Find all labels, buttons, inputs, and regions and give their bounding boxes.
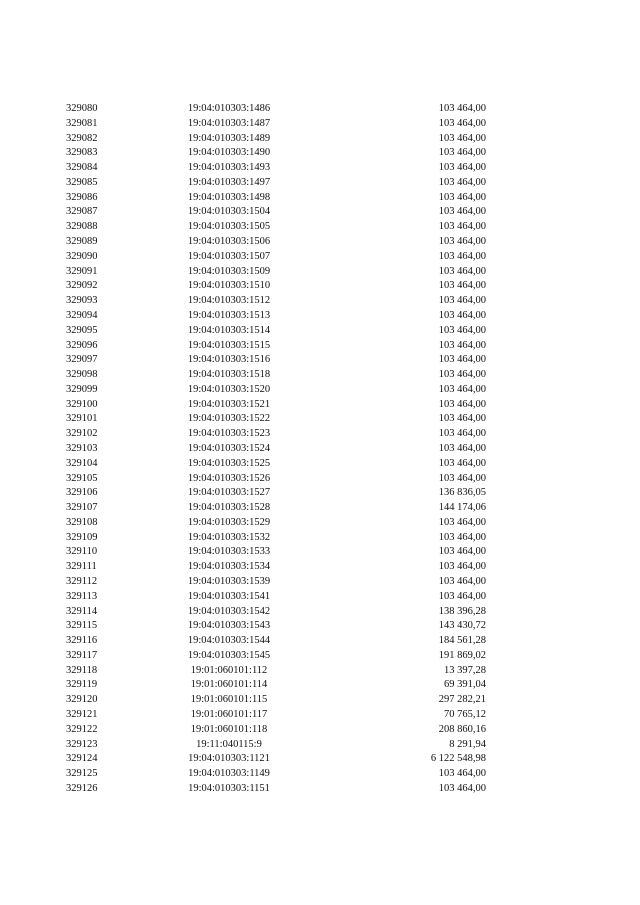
cadastral-number-cell: 19:04:010303:1151: [188, 782, 270, 794]
row-id-cell: 329125: [66, 768, 98, 780]
value-cell: 103 464,00: [438, 309, 486, 321]
row-id-cell: 329094: [66, 309, 98, 321]
table-row: [66, 678, 486, 693]
cadastral-number-cell: 19:04:010303:1545: [187, 649, 271, 661]
table-row: [66, 442, 486, 457]
cadastral-number-cell: 19:04:010303:1490: [187, 147, 271, 159]
value-cell: 69 391,04: [444, 679, 486, 691]
cadastral-number-cell: 19:01:060101:114: [190, 679, 268, 691]
row-id-cell: 329097: [66, 354, 98, 366]
cadastral-number-cell: 19:04:010303:1544: [187, 635, 271, 647]
cadastral-number-cell: 19:04:010303:1498: [187, 191, 271, 203]
value-cell: 103 464,00: [438, 295, 486, 307]
cadastral-number-cell: 19:04:010303:1543: [187, 620, 271, 632]
table-row: [66, 117, 486, 132]
cadastral-number-cell: 19:04:010303:1529: [187, 516, 271, 528]
cadastral-number-cell: 19:04:010303:1539: [187, 576, 271, 587]
row-id-cell: 329091: [66, 265, 98, 277]
cadastral-number-cell: 19:01:060101:118: [190, 723, 268, 735]
row-id-cell: 329096: [66, 339, 98, 351]
row-id-cell: 329110: [66, 546, 98, 558]
row-id-cell: 329098: [66, 369, 98, 381]
value-cell: 191 869,02: [438, 649, 486, 661]
value-cell: 103 464,00: [438, 576, 486, 587]
value-cell: 103 464,00: [438, 103, 486, 114]
value-cell: 103 464,00: [438, 250, 486, 262]
table-row: [66, 235, 486, 250]
value-cell: 6 122 548,98: [430, 753, 486, 765]
value-cell: 103 464,00: [438, 413, 486, 425]
cadastral-number-cell: 19:04:010303:1486: [187, 103, 271, 114]
table-row: [66, 353, 486, 368]
cadastral-number-cell: 19:04:010303:1528: [187, 502, 271, 514]
table-row: [66, 324, 486, 339]
table-row: [66, 132, 486, 147]
row-id-cell: 329122: [66, 723, 98, 735]
value-cell: 136 836,05: [438, 487, 486, 499]
cadastral-number-cell: 19:04:010303:1497: [187, 176, 271, 188]
row-id-cell: 329093: [66, 295, 98, 307]
row-id-cell: 329114: [66, 605, 98, 617]
value-cell: 103 464,00: [438, 768, 486, 780]
value-cell: 103 464,00: [438, 206, 486, 218]
table-row: [66, 294, 486, 309]
cadastral-number-cell: 19:04:010303:1121: [188, 753, 270, 765]
value-cell: 103 464,00: [438, 546, 486, 558]
row-id-cell: 329095: [66, 324, 98, 336]
table-row: [66, 693, 486, 708]
value-cell: 103 464,00: [438, 383, 486, 395]
value-cell: 103 464,00: [438, 369, 486, 381]
cadastral-number-cell: 19:04:010303:1515: [187, 339, 271, 351]
row-id-cell: 329103: [66, 442, 98, 454]
value-cell: 70 765,12: [444, 709, 486, 721]
table-row: [66, 738, 486, 753]
table-row: [66, 176, 486, 191]
cadastral-number-cell: 19:04:010303:1507: [187, 250, 271, 262]
cadastral-number-cell: 19:04:010303:1542: [187, 605, 271, 617]
row-id-cell: 329109: [66, 531, 98, 543]
value-cell: 297 282,21: [438, 694, 486, 706]
cadastral-number-cell: 19:04:010303:1505: [187, 221, 271, 233]
row-id-cell: 329116: [66, 635, 98, 647]
row-id-cell: 329113: [66, 590, 98, 602]
value-cell: 208 860,16: [438, 723, 486, 735]
table-row: [66, 146, 486, 161]
cadastral-number-cell: 19:04:010303:1487: [187, 117, 271, 129]
row-id-cell: 329104: [66, 457, 98, 469]
row-id-cell: 329090: [66, 250, 98, 262]
table-row: [66, 634, 486, 649]
cadastral-number-cell: 19:04:010303:1512: [187, 295, 271, 307]
table-row: [66, 664, 486, 679]
table-row: [66, 368, 486, 383]
row-id-cell: 329083: [66, 147, 98, 159]
value-cell: 103 464,00: [438, 117, 486, 129]
row-id-cell: 329120: [66, 694, 98, 706]
row-id-cell: 329087: [66, 206, 98, 218]
row-id-cell: 329124: [66, 753, 98, 765]
table-row: [66, 250, 486, 265]
value-cell: 103 464,00: [438, 221, 486, 233]
row-id-cell: 329118: [66, 664, 98, 676]
cadastral-number-cell: 19:04:010303:1527: [187, 487, 271, 499]
table-row: [66, 501, 486, 516]
table-row: [66, 457, 486, 472]
table-row: [66, 383, 486, 398]
row-id-cell: 329123: [66, 738, 98, 750]
row-id-cell: 329105: [66, 472, 98, 484]
row-id-cell: 329101: [66, 413, 98, 425]
value-cell: 103 464,00: [438, 561, 486, 573]
cadastral-number-cell: 19:04:010303:1524: [187, 442, 271, 454]
value-cell: 184 561,28: [438, 635, 486, 647]
table-row: [66, 412, 486, 427]
value-cell: 144 174,06: [438, 502, 486, 514]
row-id-cell: 329121: [66, 709, 98, 721]
cadastral-number-cell: 19:04:010303:1489: [187, 132, 271, 144]
value-cell: 103 464,00: [438, 147, 486, 159]
value-cell: 103 464,00: [438, 590, 486, 602]
table-row: [66, 560, 486, 575]
value-cell: 103 464,00: [438, 265, 486, 277]
row-id-cell: 329112: [66, 576, 98, 587]
cadastral-number-cell: 19:04:010303:1514: [187, 324, 271, 336]
cadastral-number-cell: 19:01:060101:112: [190, 664, 268, 676]
row-id-cell: 329115: [66, 620, 98, 632]
row-id-cell: 329107: [66, 502, 98, 514]
value-cell: 103 464,00: [438, 132, 486, 144]
table-row: [66, 205, 486, 220]
table-row: [66, 531, 486, 546]
cadastral-number-cell: 19:04:010303:1493: [187, 162, 271, 174]
row-id-cell: 329126: [66, 782, 98, 794]
table-row: [66, 309, 486, 324]
table-row: [66, 472, 486, 487]
table-row: [66, 575, 486, 590]
row-id-cell: 329082: [66, 132, 98, 144]
row-id-cell: 329081: [66, 117, 98, 129]
cadastral-number-cell: 19:04:010303:1506: [187, 236, 271, 248]
value-cell: 103 464,00: [438, 457, 486, 469]
cadastral-number-cell: 19:04:010303:1523: [187, 428, 271, 440]
row-id-cell: 329086: [66, 191, 98, 203]
value-cell: 8 291,94: [449, 738, 486, 750]
value-cell: 103 464,00: [438, 339, 486, 351]
cadastral-number-cell: 19:04:010303:1518: [187, 369, 271, 381]
table-row: [66, 161, 486, 176]
row-id-cell: 329084: [66, 162, 98, 174]
value-cell: 13 397,28: [444, 664, 486, 676]
value-cell: 103 464,00: [438, 531, 486, 543]
cadastral-value-table: [66, 102, 486, 797]
value-cell: 103 464,00: [438, 782, 486, 794]
row-id-cell: 329080: [66, 103, 98, 114]
table-row: [66, 398, 486, 413]
table-row: [66, 619, 486, 634]
value-cell: 103 464,00: [438, 516, 486, 528]
table-row: [66, 279, 486, 294]
value-cell: 103 464,00: [438, 472, 486, 484]
value-cell: 103 464,00: [438, 176, 486, 188]
cadastral-number-cell: 19:04:010303:1149: [188, 768, 270, 780]
row-id-cell: 329102: [66, 428, 98, 440]
table-row: [66, 590, 486, 605]
row-id-cell: 329099: [66, 383, 98, 395]
table-row: [66, 752, 486, 767]
row-id-cell: 329085: [66, 176, 98, 188]
cadastral-number-cell: 19:04:010303:1534: [187, 561, 271, 573]
value-cell: 103 464,00: [438, 442, 486, 454]
cadastral-number-cell: 19:04:010303:1541: [187, 590, 271, 602]
cadastral-number-cell: 19:04:010303:1516: [187, 354, 271, 366]
cadastral-number-cell: 19:04:010303:1522: [187, 413, 271, 425]
row-id-cell: 329100: [66, 398, 98, 410]
value-cell: 103 464,00: [438, 162, 486, 174]
table-row: [66, 605, 486, 620]
row-id-cell: 329111: [66, 561, 97, 573]
table-row: [66, 339, 486, 354]
cadastral-number-cell: 19:04:010303:1509: [187, 265, 271, 277]
table-row: [66, 545, 486, 560]
table-row: [66, 427, 486, 442]
row-id-cell: 329117: [66, 649, 98, 661]
table-body: [66, 102, 486, 797]
cadastral-number-cell: 19:04:010303:1520: [187, 383, 271, 395]
cadastral-number-cell: 19:04:010303:1532: [187, 531, 271, 543]
cadastral-number-cell: 19:11:040115:9: [196, 738, 262, 750]
table-row: [66, 516, 486, 531]
table-row: [66, 649, 486, 664]
cadastral-number-cell: 19:04:010303:1526: [187, 472, 271, 484]
cadastral-number-cell: 19:04:010303:1513: [187, 309, 271, 321]
value-cell: 103 464,00: [438, 191, 486, 203]
cadastral-number-cell: 19:04:010303:1504: [187, 206, 271, 218]
value-cell: 103 464,00: [438, 280, 486, 292]
table-row: [66, 723, 486, 738]
value-cell: 103 464,00: [438, 398, 486, 410]
table-row: [66, 486, 486, 501]
row-id-cell: 329089: [66, 236, 98, 248]
value-cell: 138 396,28: [438, 605, 486, 617]
cadastral-number-cell: 19:04:010303:1525: [187, 457, 271, 469]
table-row: [66, 191, 486, 206]
table-row: [66, 782, 486, 797]
cadastral-number-cell: 19:01:060101:117: [190, 709, 268, 721]
cadastral-number-cell: 19:01:060101:115: [190, 694, 268, 706]
value-cell: 143 430,72: [438, 620, 486, 632]
row-id-cell: 329088: [66, 221, 98, 233]
cadastral-number-cell: 19:04:010303:1521: [187, 398, 271, 410]
cadastral-number-cell: 19:04:010303:1510: [187, 280, 271, 292]
value-cell: 103 464,00: [438, 428, 486, 440]
value-cell: 103 464,00: [438, 354, 486, 366]
row-id-cell: 329092: [66, 280, 98, 292]
table-row: [66, 767, 486, 782]
row-id-cell: 329108: [66, 516, 98, 528]
row-id-cell: 329106: [66, 487, 98, 499]
table-row: [66, 708, 486, 723]
table-row: [66, 265, 486, 280]
value-cell: 103 464,00: [438, 324, 486, 336]
table-row: [66, 220, 486, 235]
value-cell: 103 464,00: [438, 236, 486, 248]
cadastral-number-cell: 19:04:010303:1533: [187, 546, 271, 558]
table-row: [66, 102, 486, 117]
row-id-cell: 329119: [66, 679, 98, 691]
